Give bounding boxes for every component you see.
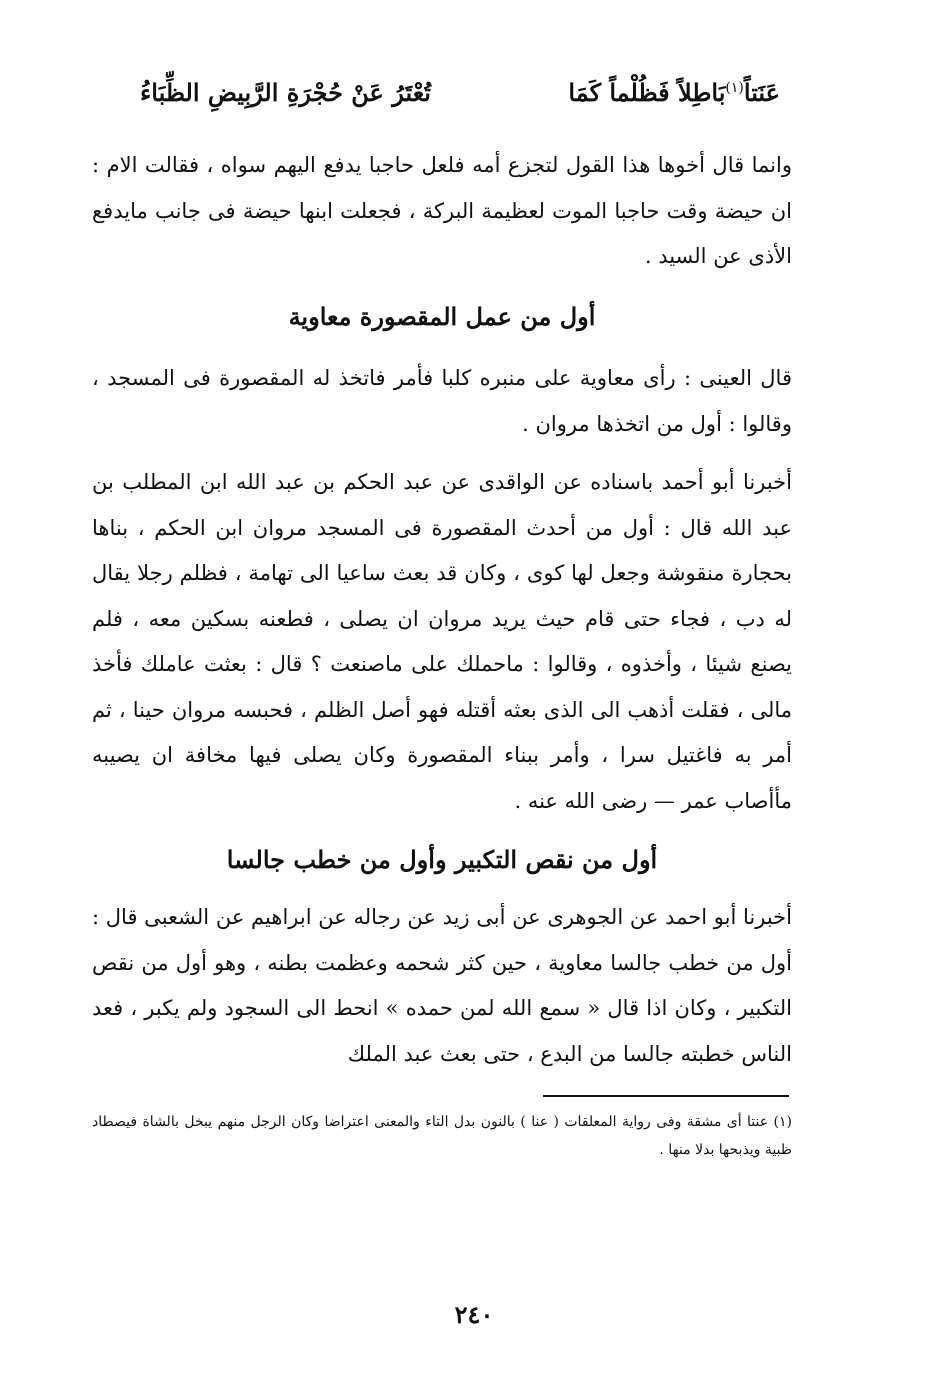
footnote-divider <box>543 1095 789 1097</box>
paragraph-2: قال العينى : رأى معاوية على منبره كلبا فأمر فاتخذ له المقصورة فى المسجد ، وقالوا : أول من اتخذها مروان . <box>92 366 792 436</box>
paragraph-4: أخبرنا أبو احمد عن الجوهرى عن أبى زيد عن رجاله عن ابراهيم عن الشعبى قال : أول من خطب جالسا معاوية ، حين كثر شحمه وعظمت بطنه ، وهو أول من نقص التكبير ، وكان اذا قال « سمع الله لمن حمده » انحط الى السجود ولم يكبر ، فعد الناس خطبته جالسا من البدع ، حتى بعث عبد الملك <box>92 905 792 1066</box>
verse-first-hemistich-rest: بَاطِلاً فَظُلْماً كَمَا <box>568 78 726 107</box>
section-heading-2: أول من نقص التكبير وأول من خطب جالسا <box>226 845 658 874</box>
poem-verse <box>140 70 780 118</box>
verse-first-hemistich <box>568 78 780 107</box>
page-number: ٢٤٠ <box>454 1300 494 1329</box>
footnote-marker: (١) <box>725 80 744 96</box>
footnote: (١) عنتا أى مشقة وفى رواية المعلقات ( عنا ) بالنون بدل التاء والمعنى اعتراضا وكان الرجل منهم يبخل بالشاة فيصطاد ظبية ويذبحها بدلا منها . <box>92 1114 792 1158</box>
paragraph-1: وانما قال أخوها هذا القول لتجزع أمه فلعل حاجبا يدفع اليهم سواه ، فقالت الام : ان حيضة وقت حاجبا الموت لعظيمة البركة ، فجعلت ابنها حيضة فى جانب مايدفع الأذى عن السيد . <box>92 153 792 268</box>
verse-first-word: عَنَتاً <box>743 78 780 107</box>
paragraph-3: أخبرنا أبو أحمد باسناده عن الواقدى عن عبد الحكم بن عبد الله ابن المطلب بن عبد الله قال : أول من أحدث المقصورة فى المسجد مروان ابن الحكم ، بناها بحجارة منقوشة وجعل لها كوى ، وكان قد بعث ساعيا الى تهامة ، فظلم رجلا يقال له دب ، فجاء حتى قام حيث يريد مروان ان يصلى ، فطعنه بسكين معه ، فلم يصنع شيئا ، وأخذوه ، وقالوا : ماحملك على ماصنعت ؟ قال : بعثت عاملك فأخذ مالى ، فقلت أذهب الى الذى بعثه أقتله فهو أصل الظلم ، فحبسه مروان حينا ، ثم أمر به فاغتيل سرا ، وأمر ببناء المقصورة وكان يصلى فيها مخافة ان يصيبه مأأصاب عمر — رضى الله عنه . <box>92 470 792 813</box>
section-heading-1: أول من عمل المقصورة معاوية <box>288 302 596 331</box>
verse-second-hemistich: تُعْتَرُ عَنْ حُجْرَةِ الرَّبِيضِ الظِّبَاءُ <box>140 78 431 107</box>
